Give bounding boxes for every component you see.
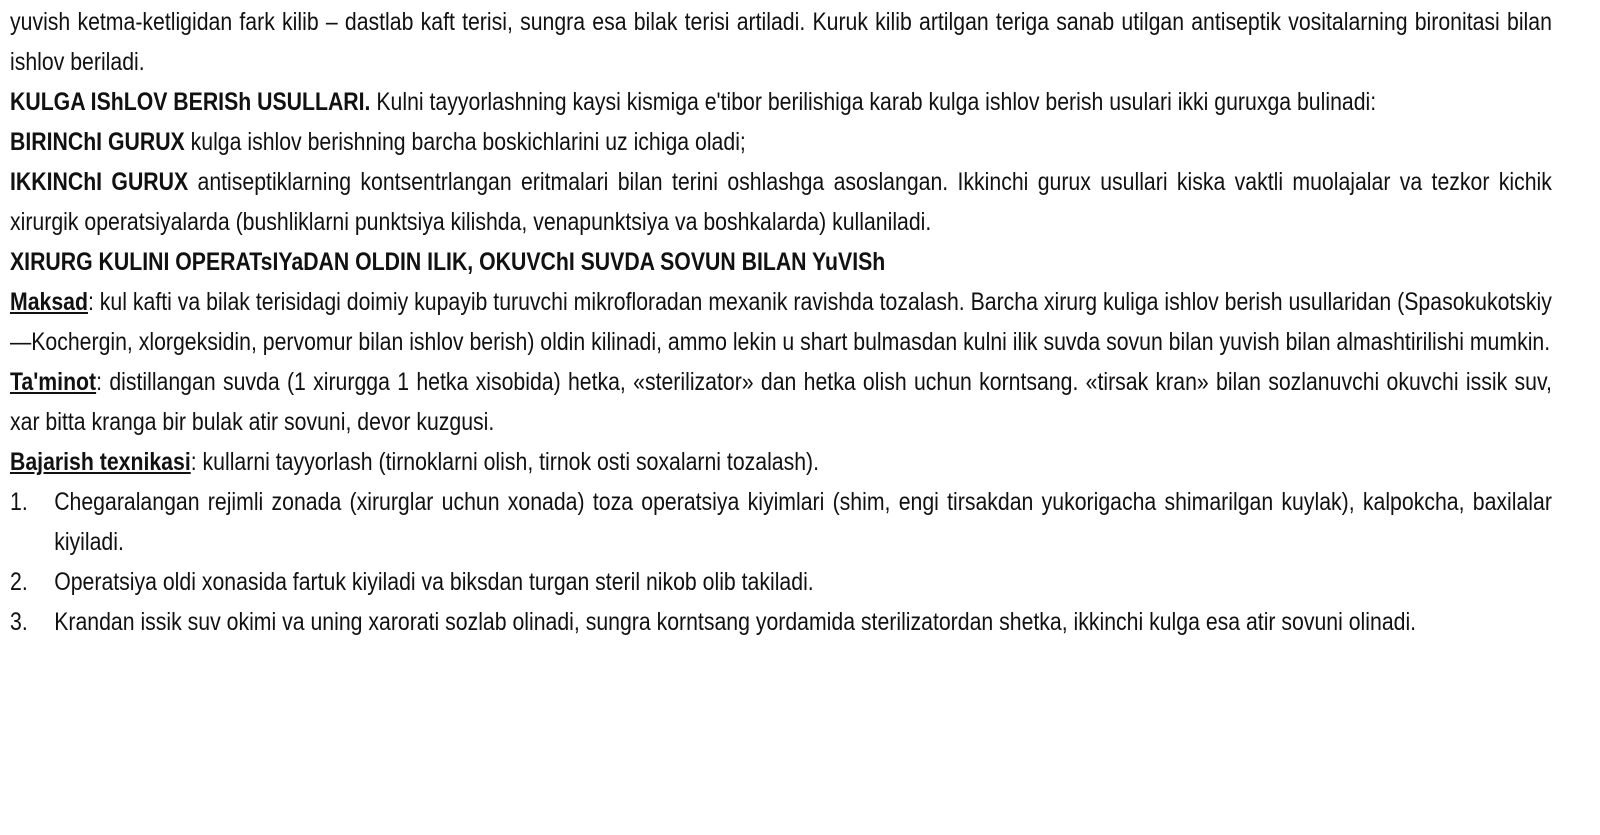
goal-text: : kul kafti va bilak terisidagi doimiy kupayib turuvchi mikrofloradan mexanik ravishda tozalash. Barcha xirurg kuliga ishlov berish usullaridan (Spasokukotskiy—Kochergin, xlorgeksidin, pervomur bilan ishlov berish) oldin kilinadi, ammo lekin u shart bulmasdan kulni ilik suvda sovun bilan yuvish bilan almashtirilishi mumkin. xyxy=(10,288,1552,356)
technique-text: : kullarni tayyorlash (tirnoklarni olish, tirnok osti soxalarni tozalash). xyxy=(190,448,820,476)
step-text: Chegaralangan rejimli zonada (xirurglar uchun xonada) toza operatsiya kiyimlari (shim, engi tirsakdan yukorigacha shimarilgan kuylak), kalpokcha, baxilalar kiyiladi. xyxy=(54,488,1552,556)
steps-list xyxy=(10,482,1552,642)
intro-paragraph xyxy=(10,2,1552,82)
supply-label: Ta'minot xyxy=(10,368,97,396)
methods-heading: KULGA IShLOV BERISh USULLARI. xyxy=(10,88,371,116)
document-page xyxy=(10,2,1552,642)
technique-label: Bajarish texnikasi xyxy=(10,448,191,476)
step-number: 3. xyxy=(10,608,28,636)
methods-text: Kulni tayyorlashning kaysi kismiga e'tibor berilishiga karab kulga ishlov berish usulari ikki guruxga bulinadi: xyxy=(376,88,1377,116)
list-item xyxy=(10,482,1552,562)
step-text: Operatsiya oldi xonasida fartuk kiyiladi va biksdan turgan steril nikob olib takiladi. xyxy=(54,568,814,596)
list-item xyxy=(10,602,1552,642)
intro-text: yuvish ketma-ketligidan fark kilib – dastlab kaft terisi, sungra esa bilak terisi artiladi. Kuruk kilib artilgan teriga sanab utilgan antiseptik vositalarning bironitasi bilan ishlov beriladi. xyxy=(10,8,1552,76)
supply-paragraph xyxy=(10,362,1552,442)
group1-text: kulga ishlov berishning barcha boskichlarini uz ichiga oladi; xyxy=(190,128,746,156)
technique-paragraph xyxy=(10,442,1552,482)
step-number: 1. xyxy=(10,488,28,516)
group2-paragraph xyxy=(10,162,1552,242)
group2-text: antiseptiklarning kontsentrlangan eritmalari bilan terini oshlashga asoslangan. Ikkinchi gurux usullari kiska vaktli muolajalar va tezkor kichik xirurgik operatsiyalarda (bushliklarni punktsiya kilishda, venapunktsiya va boshkalarda) kullaniladi. xyxy=(10,168,1552,236)
section-title: XIRURG KULINI OPERATsIYaDAN OLDIN ILIK, OKUVChI SUVDA SOVUN BILAN YuVISh xyxy=(10,248,886,276)
step-text: Krandan issik suv okimi va uning xarorati sozlab olinadi, sungra korntsang yordamida sterilizatordan shetka, ikkinchi kulga esa atir sovuni olinadi. xyxy=(54,608,1417,636)
methods-paragraph xyxy=(10,82,1552,122)
step-number: 2. xyxy=(10,568,28,596)
group1-paragraph xyxy=(10,122,1552,162)
group2-heading: IKKINChI GURUX xyxy=(10,168,189,196)
goal-paragraph xyxy=(10,282,1552,362)
group1-heading: BIRINChI GURUX xyxy=(10,128,185,156)
list-item xyxy=(10,562,1552,602)
goal-label: Maksad xyxy=(10,288,88,316)
supply-text: : distillangan suvda (1 xirurgga 1 hetka xisobida) hetka, «sterilizator» dan hetka olish uchun korntsang. «tirsak kran» bilan sozlanuvchi okuvchi issik suv, xar bitta kranga bir bulak atir sovuni, devor kuzgusi. xyxy=(10,368,1552,436)
